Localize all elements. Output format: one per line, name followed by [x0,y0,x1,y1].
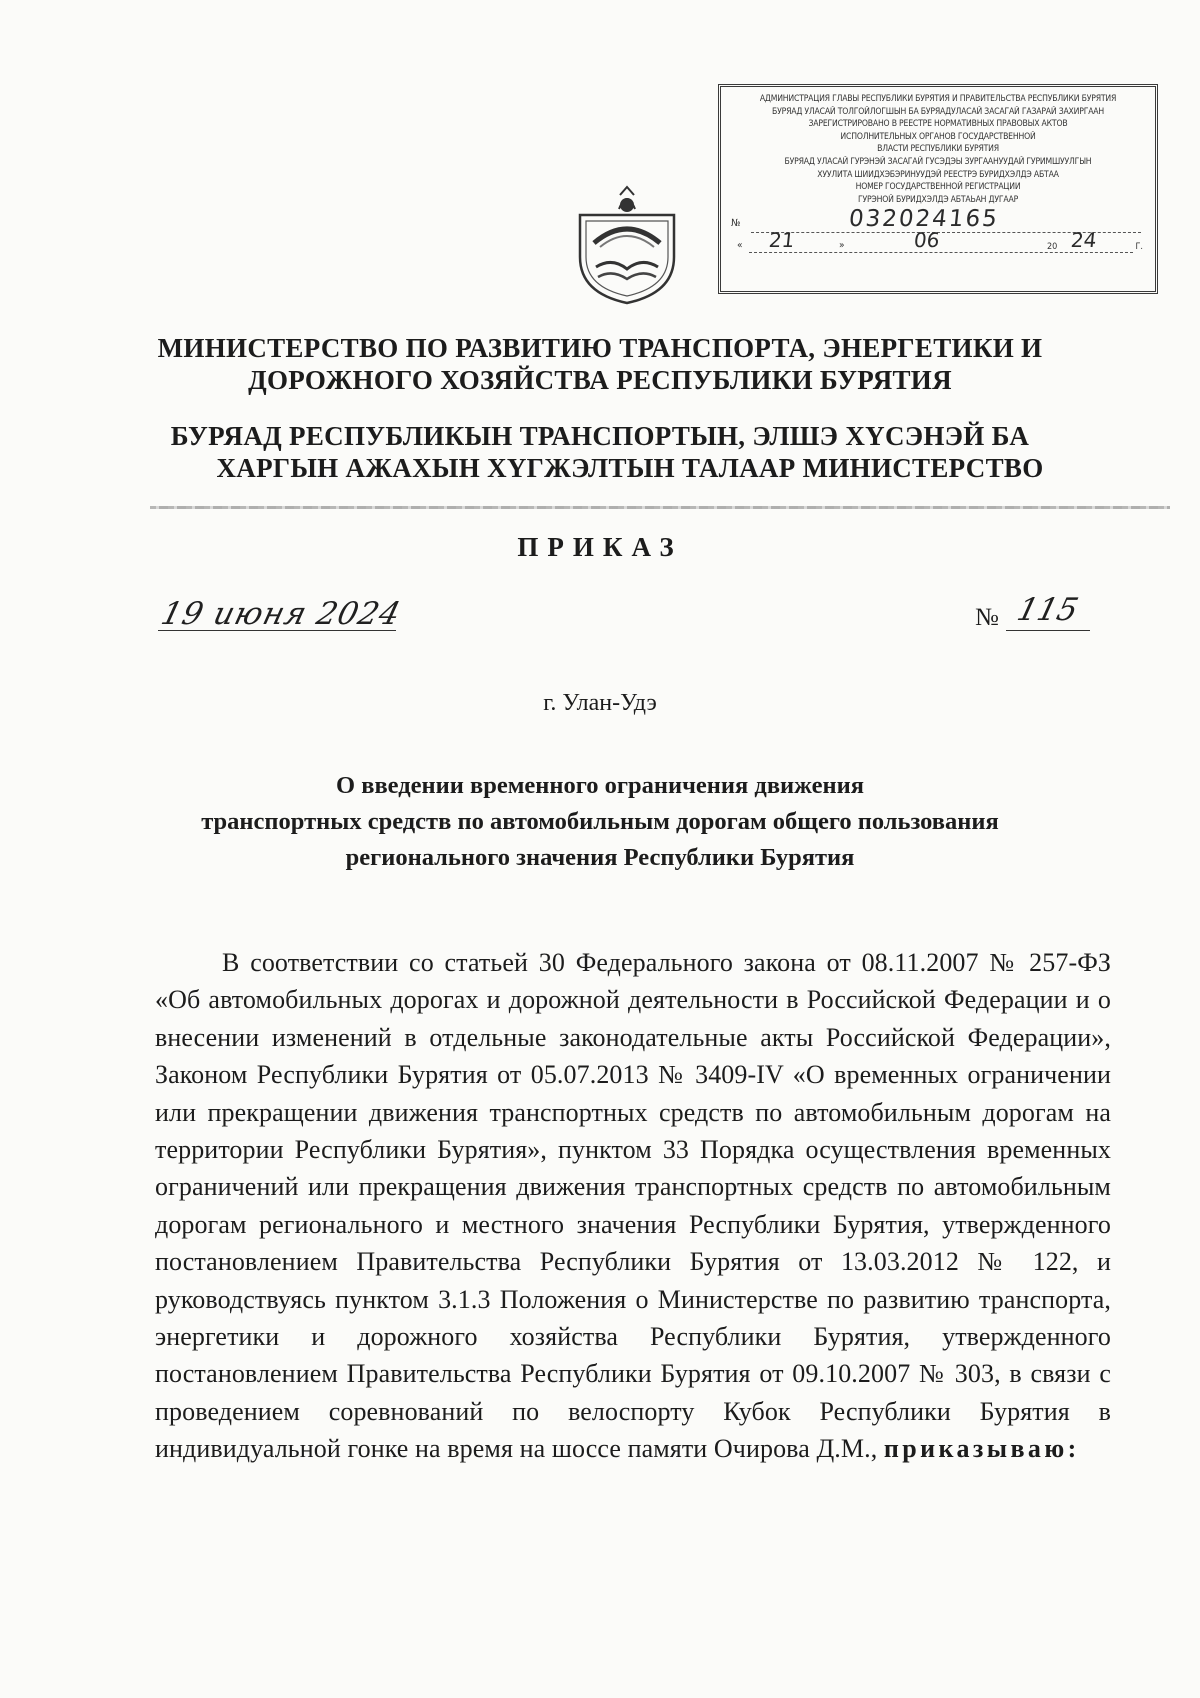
ministry-name-ru-line: МИНИСТЕРСТВО ПО РАЗВИТИЮ ТРАНСПОРТА, ЭНЕРГЕТИКИ И [157,333,1043,363]
stamp-line: НОМЕР ГОСУДАРСТВЕННОЙ РЕГИСТРАЦИИ [855,182,1021,193]
ministry-name-ru-line: ДОРОЖНОГО ХОЗЯЙСТВА РЕСПУБЛИКИ БУРЯТИЯ [248,365,952,395]
ministry-name-bur [120,420,1080,484]
ministry-name-bur-line: ХАРГЫН АЖАХЫН ХҮГЖЭЛТЫН ТАЛААР МИНИСТЕРСТВО [216,453,1044,483]
order-subject [120,768,1080,876]
stamp-line: ЗАРЕГИСТРИРОВАНО В РЕЕСТРЕ НОРМАТИВНЫХ ПРАВОВЫХ АКТОВ [808,119,1068,130]
stamp-quote-open: « [737,240,743,252]
order-subject-line: регионального значения Республики Бурятия [345,844,855,871]
order-date-handwritten: 19 июня 2024 [157,596,405,632]
ministry-name-ru [120,332,1080,396]
order-number-label: № [975,604,999,631]
order-number-handwritten: 115 [1013,592,1082,628]
ministry-name-bur-line: БУРЯАД РЕСПУБЛИКЫН ТРАНСПОРТЫН, ЭЛШЭ ХҮСЭНЭЙ БА [170,421,1030,451]
registration-number: 032024165 [847,206,1001,233]
stamp-line: ИСПОЛНИТЕЛЬНЫХ ОРГАНОВ ГОСУДАРСТВЕННОЙ [840,131,1036,142]
order-subject-line: транспортных средств по автомобильным дорогам общего пользования [201,808,999,835]
order-number-underline [1006,630,1090,631]
header-divider [150,506,1170,509]
stamp-year-prefix: 20 [1047,242,1058,253]
stamp-number-label: № [731,218,741,230]
stamp-line: ГУРЭНОЙ БУРИДХЭЛДЭ АБТАЬАН ДУГААР [857,194,1019,205]
stamp-line: БУРЯАД УЛАСАЙ ТОЛГОЙЛОГШЫН БА БУРЯАДУЛАСАЙ ЗАСАГАЙ ГАЗАРАЙ ЗАХИРГААН [771,106,1105,117]
registration-stamp [718,84,1158,294]
stamp-month: 06 [912,228,941,253]
order-city: г. Улан-Удэ [543,690,657,716]
stamp-quote-close: » [839,240,845,252]
stamp-date-row [729,228,1147,256]
coat-of-arms-icon [572,185,682,305]
stamp-line: АДМИНИСТРАЦИЯ ГЛАВЫ РЕСПУБЛИКИ БУРЯТИЯ И ПРАВИТЕЛЬСТВА РЕСПУБЛИКИ БУРЯТИЯ [759,94,1117,104]
stamp-day: 21 [767,228,796,253]
stamp-year-suffix: Г. [1135,242,1143,253]
stamp-line: БУРЯАД УЛАСАЙ ГУРЭНЭЙ ЗАСАГАЙ ГУСЭДЭЫ ЗУРГААНУУДАЙ ГУРИМШУУЛГЫН [784,156,1092,167]
stamp-date-underline [749,252,1133,253]
stamp-line: ВЛАСТИ РЕСПУБЛИКИ БУРЯТИЯ [877,144,999,155]
directive-word: приказываю: [883,1434,1080,1464]
stamp-year: 24 [1069,228,1098,253]
order-subject-line: О введении временного ограничения движения [336,772,864,799]
document-type-title: ПРИКАЗ [517,532,683,562]
order-date-underline [158,630,396,631]
preamble-text: В соответствии со статьей 30 Федерального закона от 08.11.2007 № 257-ФЗ «Об автомобильных дорогах и дорожной деятельности в Российской Федерации и о внесении изменений в отдельные законодательные акты Российской Федерации», Законом Республики Бурятия от 05.07.2013 № 3409-IV «О временных ограничении или прекращении движения транспортных средств по автомобильным дорогам на территории Республики Бурятия», пунктом 33 Порядка осуществления временных ограничений или прекращения движения транспортных средств по автомобильным дорогам регионального и местного значения Республики Бурятия, утвержденного постановлением Правительства Республики Бурятия от 13.03.2012 № 122, и руководствуясь пунктом 3.1.3 Положения о Министерстве по развитию транспорта, энергетики и дорожного хозяйства Республики Бурятия, утвержденного постановлением Правительства Республики Бурятия от 09.10.2007 № 303, в связи с проведением соревнований по велоспорту Кубок Республики Бурятия в индивидуальной гонке на время на шоссе памяти Очирова Д.М., [155,948,1111,1464]
order-preamble [155,944,1111,1468]
stamp-line: ХУУЛИТА ШИИДХЭБЭРИНУУДЭЙ РЕЕСТРЭ БУРИДХЭЛДЭ АБТАА [817,169,1059,180]
